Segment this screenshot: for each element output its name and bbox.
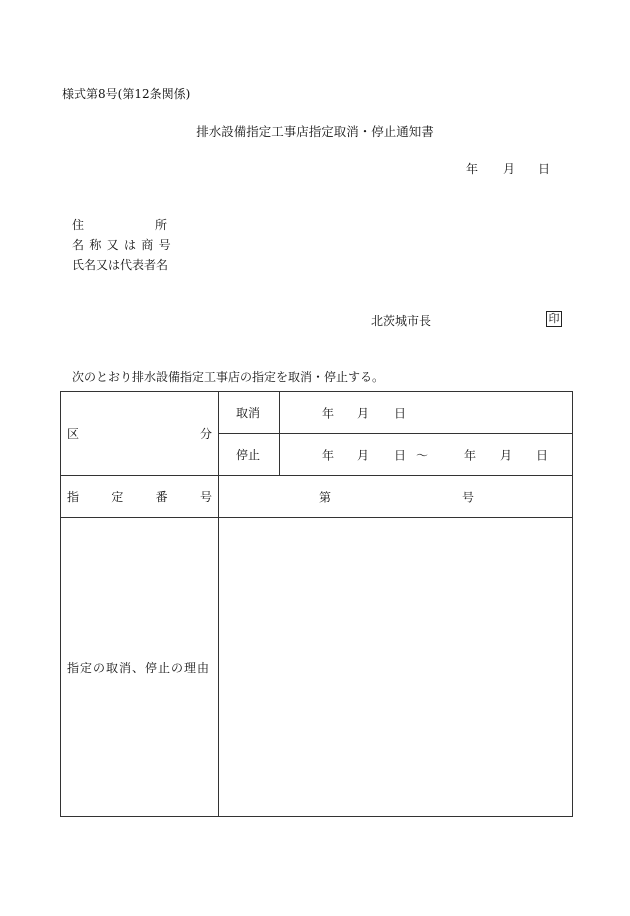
lead-text: 次のとおり排水設備指定工事店の指定を取消・停止する。 (72, 370, 385, 384)
category-label: 区 分 (61, 392, 219, 476)
date-month-label: 月 (503, 162, 516, 176)
date-year-label: 年 (466, 162, 479, 176)
suspend-label: 停止 (219, 434, 280, 476)
representative-label: 氏名又は代表者名 (72, 258, 169, 272)
form-number: 様式第8号(第12条関係) (62, 87, 191, 101)
date-day-label: 日 (538, 162, 551, 176)
mayor-label: 北茨城市長 (371, 314, 432, 328)
reason-field[interactable] (219, 518, 573, 817)
notice-table (60, 391, 573, 817)
document-title: 排水設備指定工事店指定取消・停止通知書 (196, 124, 434, 139)
business-name-label: 名称又は商号 (72, 238, 176, 252)
designation-number-field[interactable]: 第 号 (219, 476, 573, 518)
seal-mark: 印 (546, 311, 562, 327)
suspend-period-field[interactable]: 年 月 日 ～ 年 月 日 (280, 434, 573, 476)
address-label: 住 所 (72, 218, 168, 232)
cancel-label: 取消 (219, 392, 280, 434)
designation-number-label: 指 定 番 号 (61, 476, 219, 518)
cancel-date-field[interactable]: 年 月 日 (280, 392, 573, 434)
reason-label: 指定の取消、停止の理由 (61, 518, 219, 817)
